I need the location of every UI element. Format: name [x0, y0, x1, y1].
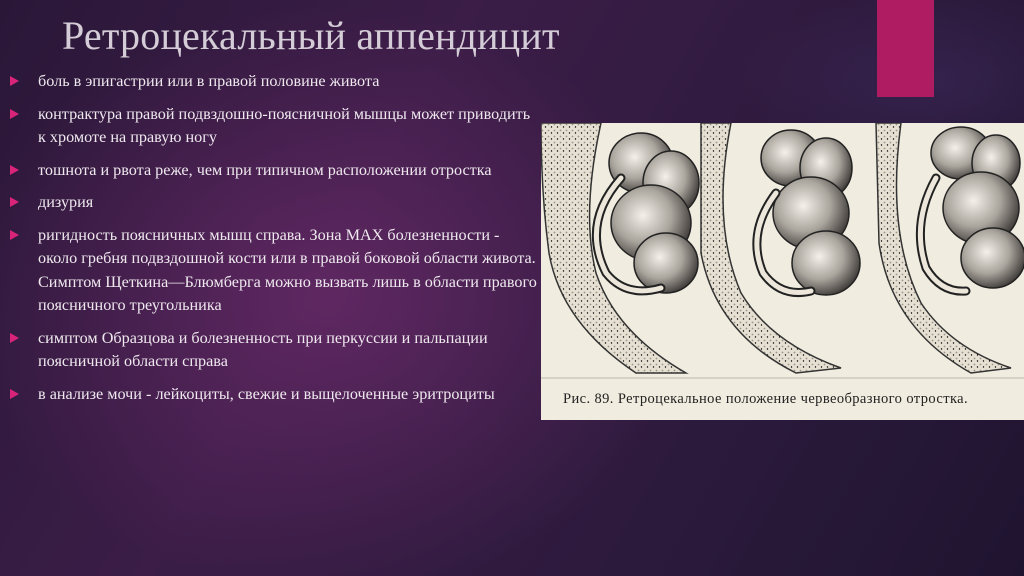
slide-title: Ретроцекальный аппендицит: [62, 13, 560, 58]
bullet-item: [10, 383, 540, 407]
bullet-item: [10, 191, 540, 215]
bullet-item: [10, 327, 540, 374]
figure-caption: Рис. 89. Ретроцекальное положение червеобразного отростка.: [563, 391, 969, 407]
bullet-arrow-icon: [10, 333, 19, 343]
bullet-arrow-icon: [10, 230, 19, 240]
bullet-item: [10, 70, 540, 94]
bullet-arrow-icon: [10, 165, 19, 175]
bullet-text: дизурия: [38, 193, 94, 211]
bullet-arrow-icon: [10, 109, 19, 119]
cecum-drawings: [541, 123, 1024, 420]
bullet-text: ригидность поясничных мышц справа. Зона МАХ болезненности - около гребня подвздошной кости или в правой боковой области живота. Симптом Щеткина—Блюмберга можно вызвать лишь в области правого поясничного треугольника: [38, 225, 537, 314]
bullet-arrow-icon: [10, 389, 19, 399]
drawing-panel-3: [876, 123, 1024, 373]
bullet-text: боль в эпигастрии или в правой половине живота: [38, 72, 380, 90]
bullet-arrow-icon: [10, 76, 19, 86]
bullet-item: [10, 103, 540, 150]
bullet-list: [10, 70, 540, 415]
bullet-text: симптом Образцова и болезненность при перкуссии и пальпации поясничной области справа: [38, 328, 488, 370]
bullet-item: [10, 159, 540, 183]
bullet-text: в анализе мочи - лейкоциты, свежие и выщелоченные эритроциты: [38, 384, 495, 403]
bullet-text: тошнота и рвота реже, чем при типичном расположении отростка: [38, 160, 492, 179]
accent-bar: [877, 0, 934, 97]
drawing-panel-2: [701, 123, 860, 373]
bullet-item: [10, 224, 540, 318]
bullet-arrow-icon: [10, 197, 19, 207]
drawing-panel-1: [541, 123, 699, 373]
bullet-text: контрактура правой подвздошно-поясничной мышцы может приводить к хромоте на правую ногу: [38, 104, 531, 146]
anatomy-illustration: [541, 123, 1024, 420]
